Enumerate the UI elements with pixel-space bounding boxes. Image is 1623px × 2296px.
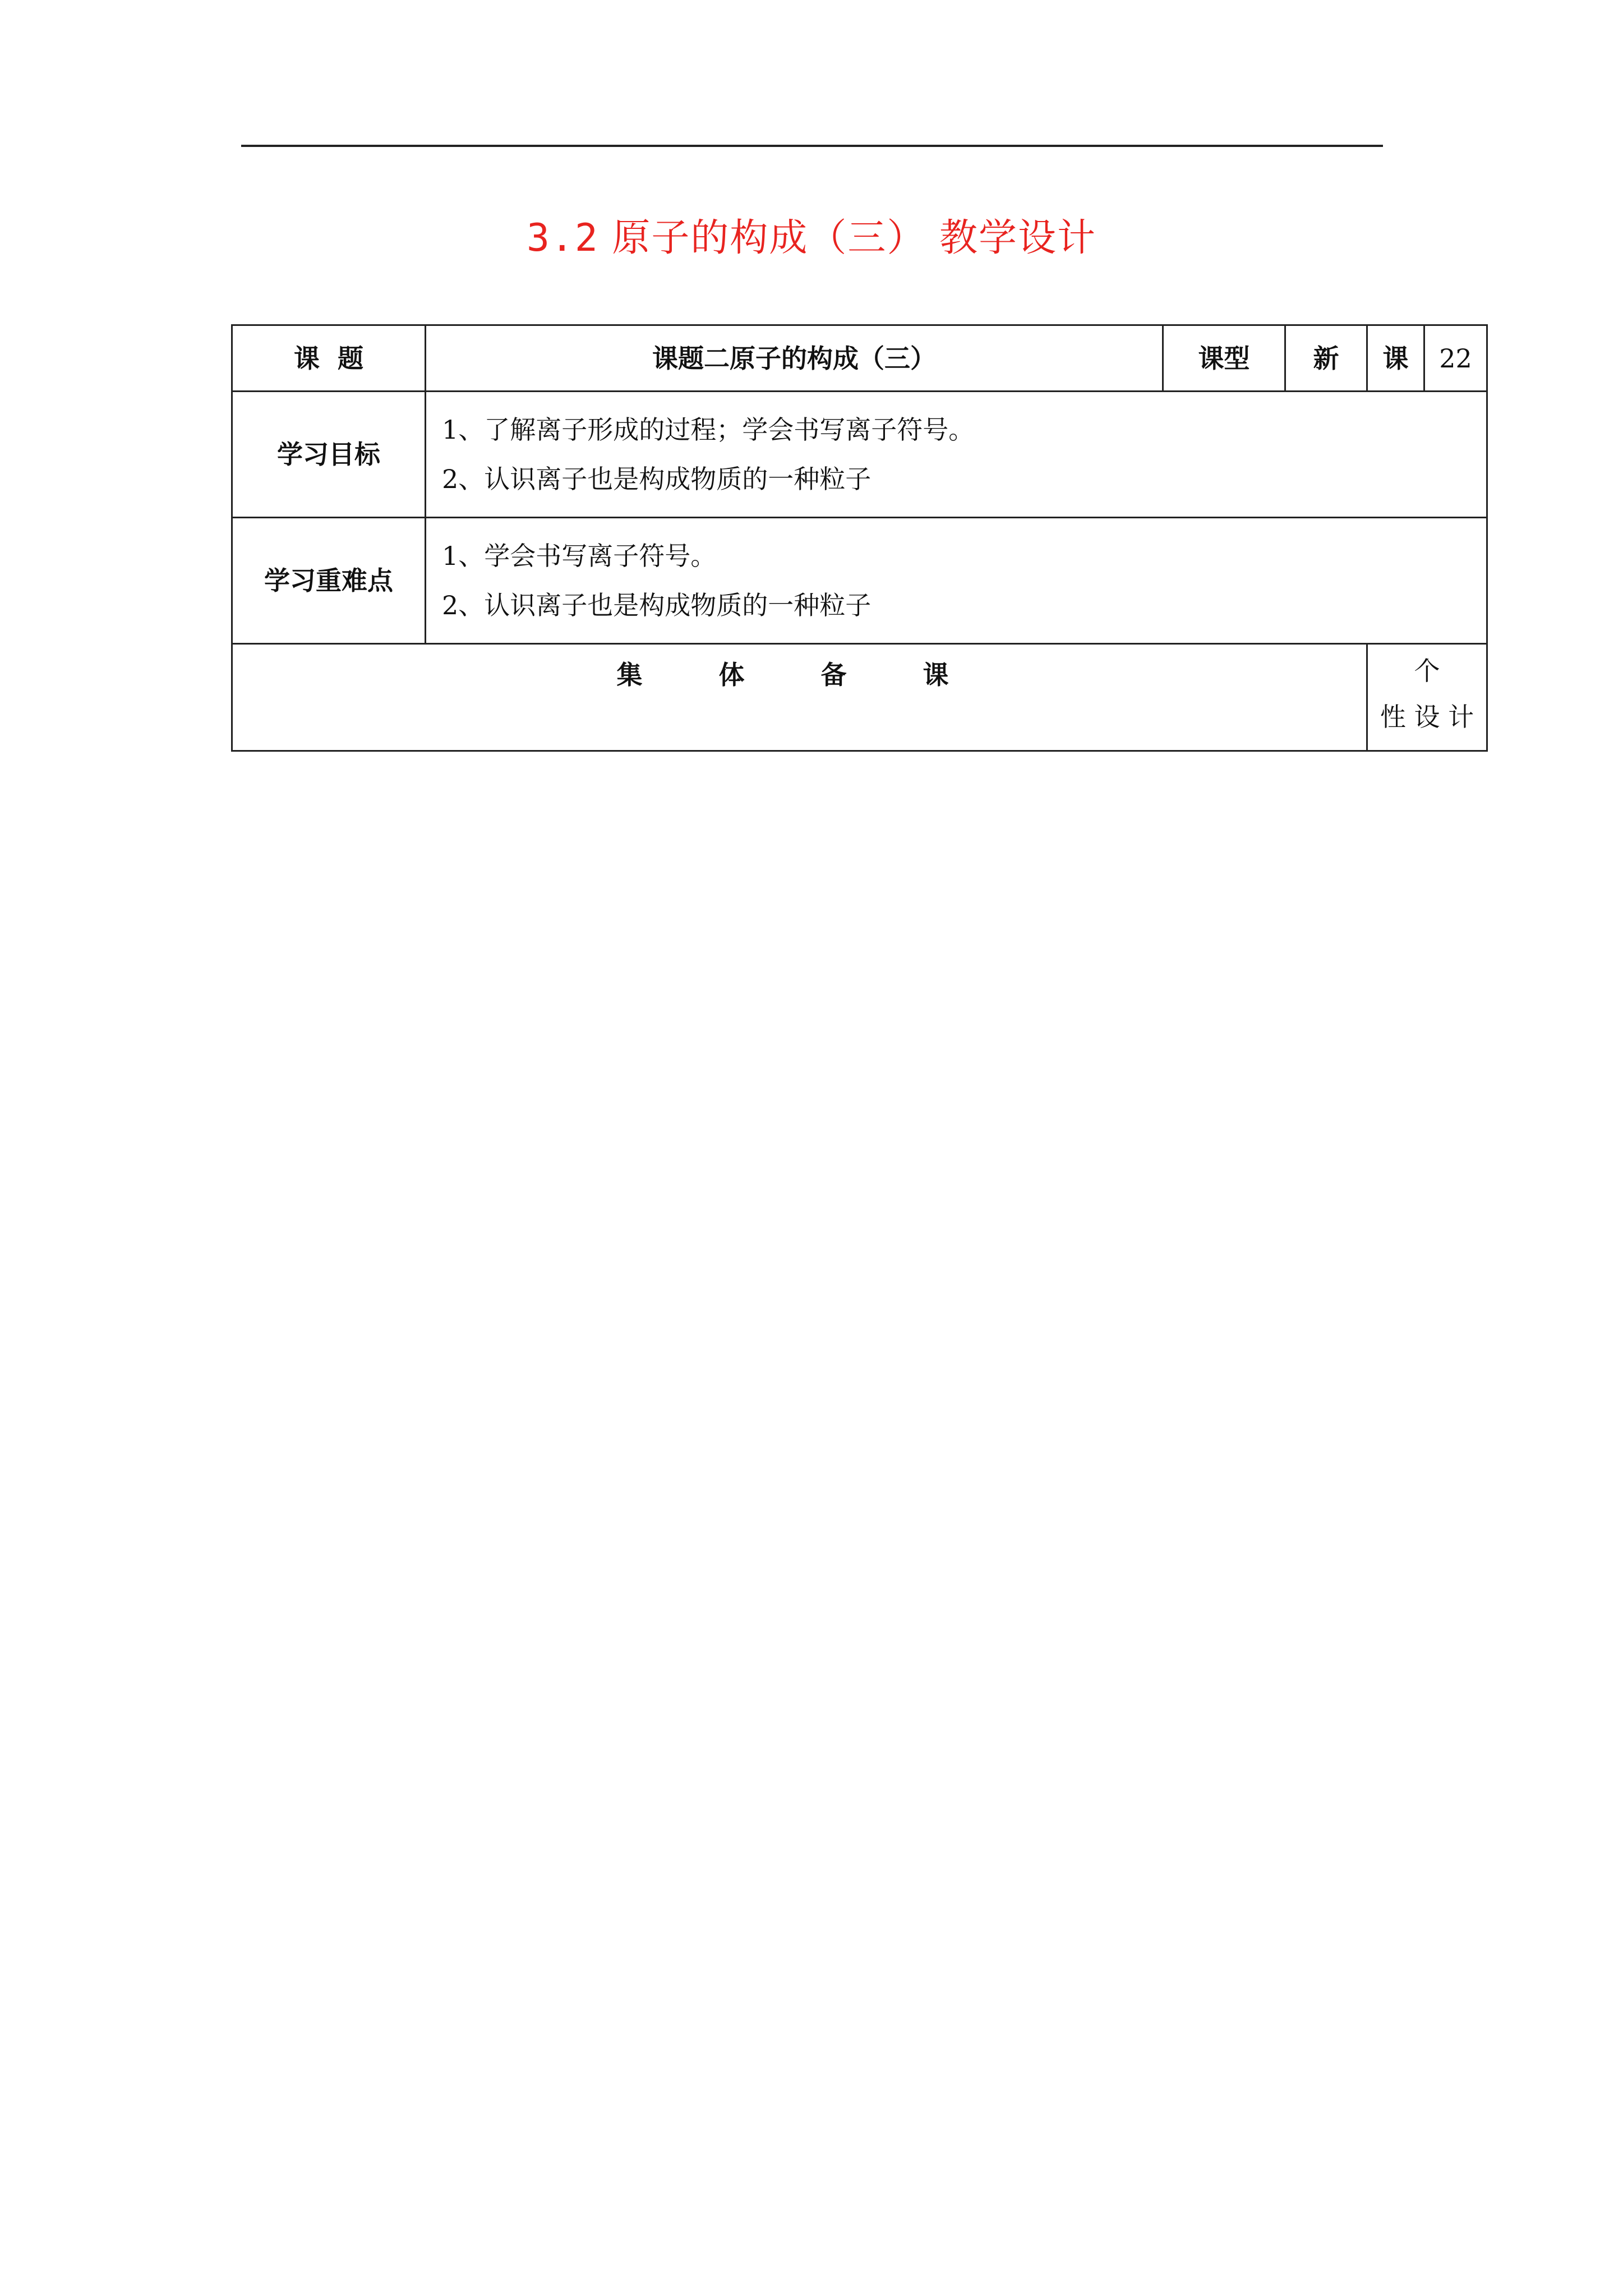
personal-line-1: 个 (1414, 656, 1440, 686)
collective-prep-label: 集 体 备 课 (232, 644, 1367, 751)
period-value: 22 (1424, 325, 1487, 392)
period-label: 课 (1367, 325, 1424, 392)
topic-label: 课 题 (232, 325, 426, 392)
key-points-content (426, 518, 1487, 644)
personal-line-2: 性 设 计 (1380, 702, 1474, 732)
lesson-plan-table (231, 324, 1488, 752)
goals-label: 学习目标 (232, 392, 426, 518)
key-point-item: 1、学会书写离子符号。 (442, 541, 717, 571)
goal-item: 1、了解离子形成的过程；学会书写离子符号。 (442, 415, 975, 445)
prep-row (232, 644, 1487, 751)
type-value: 新 (1285, 325, 1367, 392)
title-number: 3.2 (526, 216, 599, 260)
goal-item: 2、认识离子也是构成物质的一种粒子 (442, 464, 872, 494)
goals-row (232, 392, 1487, 518)
personal-design-label (1367, 644, 1487, 751)
title-text: 原子的构成（三） 教学设计 (612, 216, 1097, 260)
topic-value: 课题二原子的构成（三） (426, 325, 1163, 392)
document-title (0, 213, 1623, 264)
goals-content (426, 392, 1487, 518)
topic-row (232, 325, 1487, 392)
key-point-item: 2、认识离子也是构成物质的一种粒子 (442, 590, 872, 620)
key-points-row (232, 518, 1487, 644)
key-points-label: 学习重难点 (232, 518, 426, 644)
type-label: 课型 (1163, 325, 1285, 392)
header-rule (241, 145, 1383, 147)
